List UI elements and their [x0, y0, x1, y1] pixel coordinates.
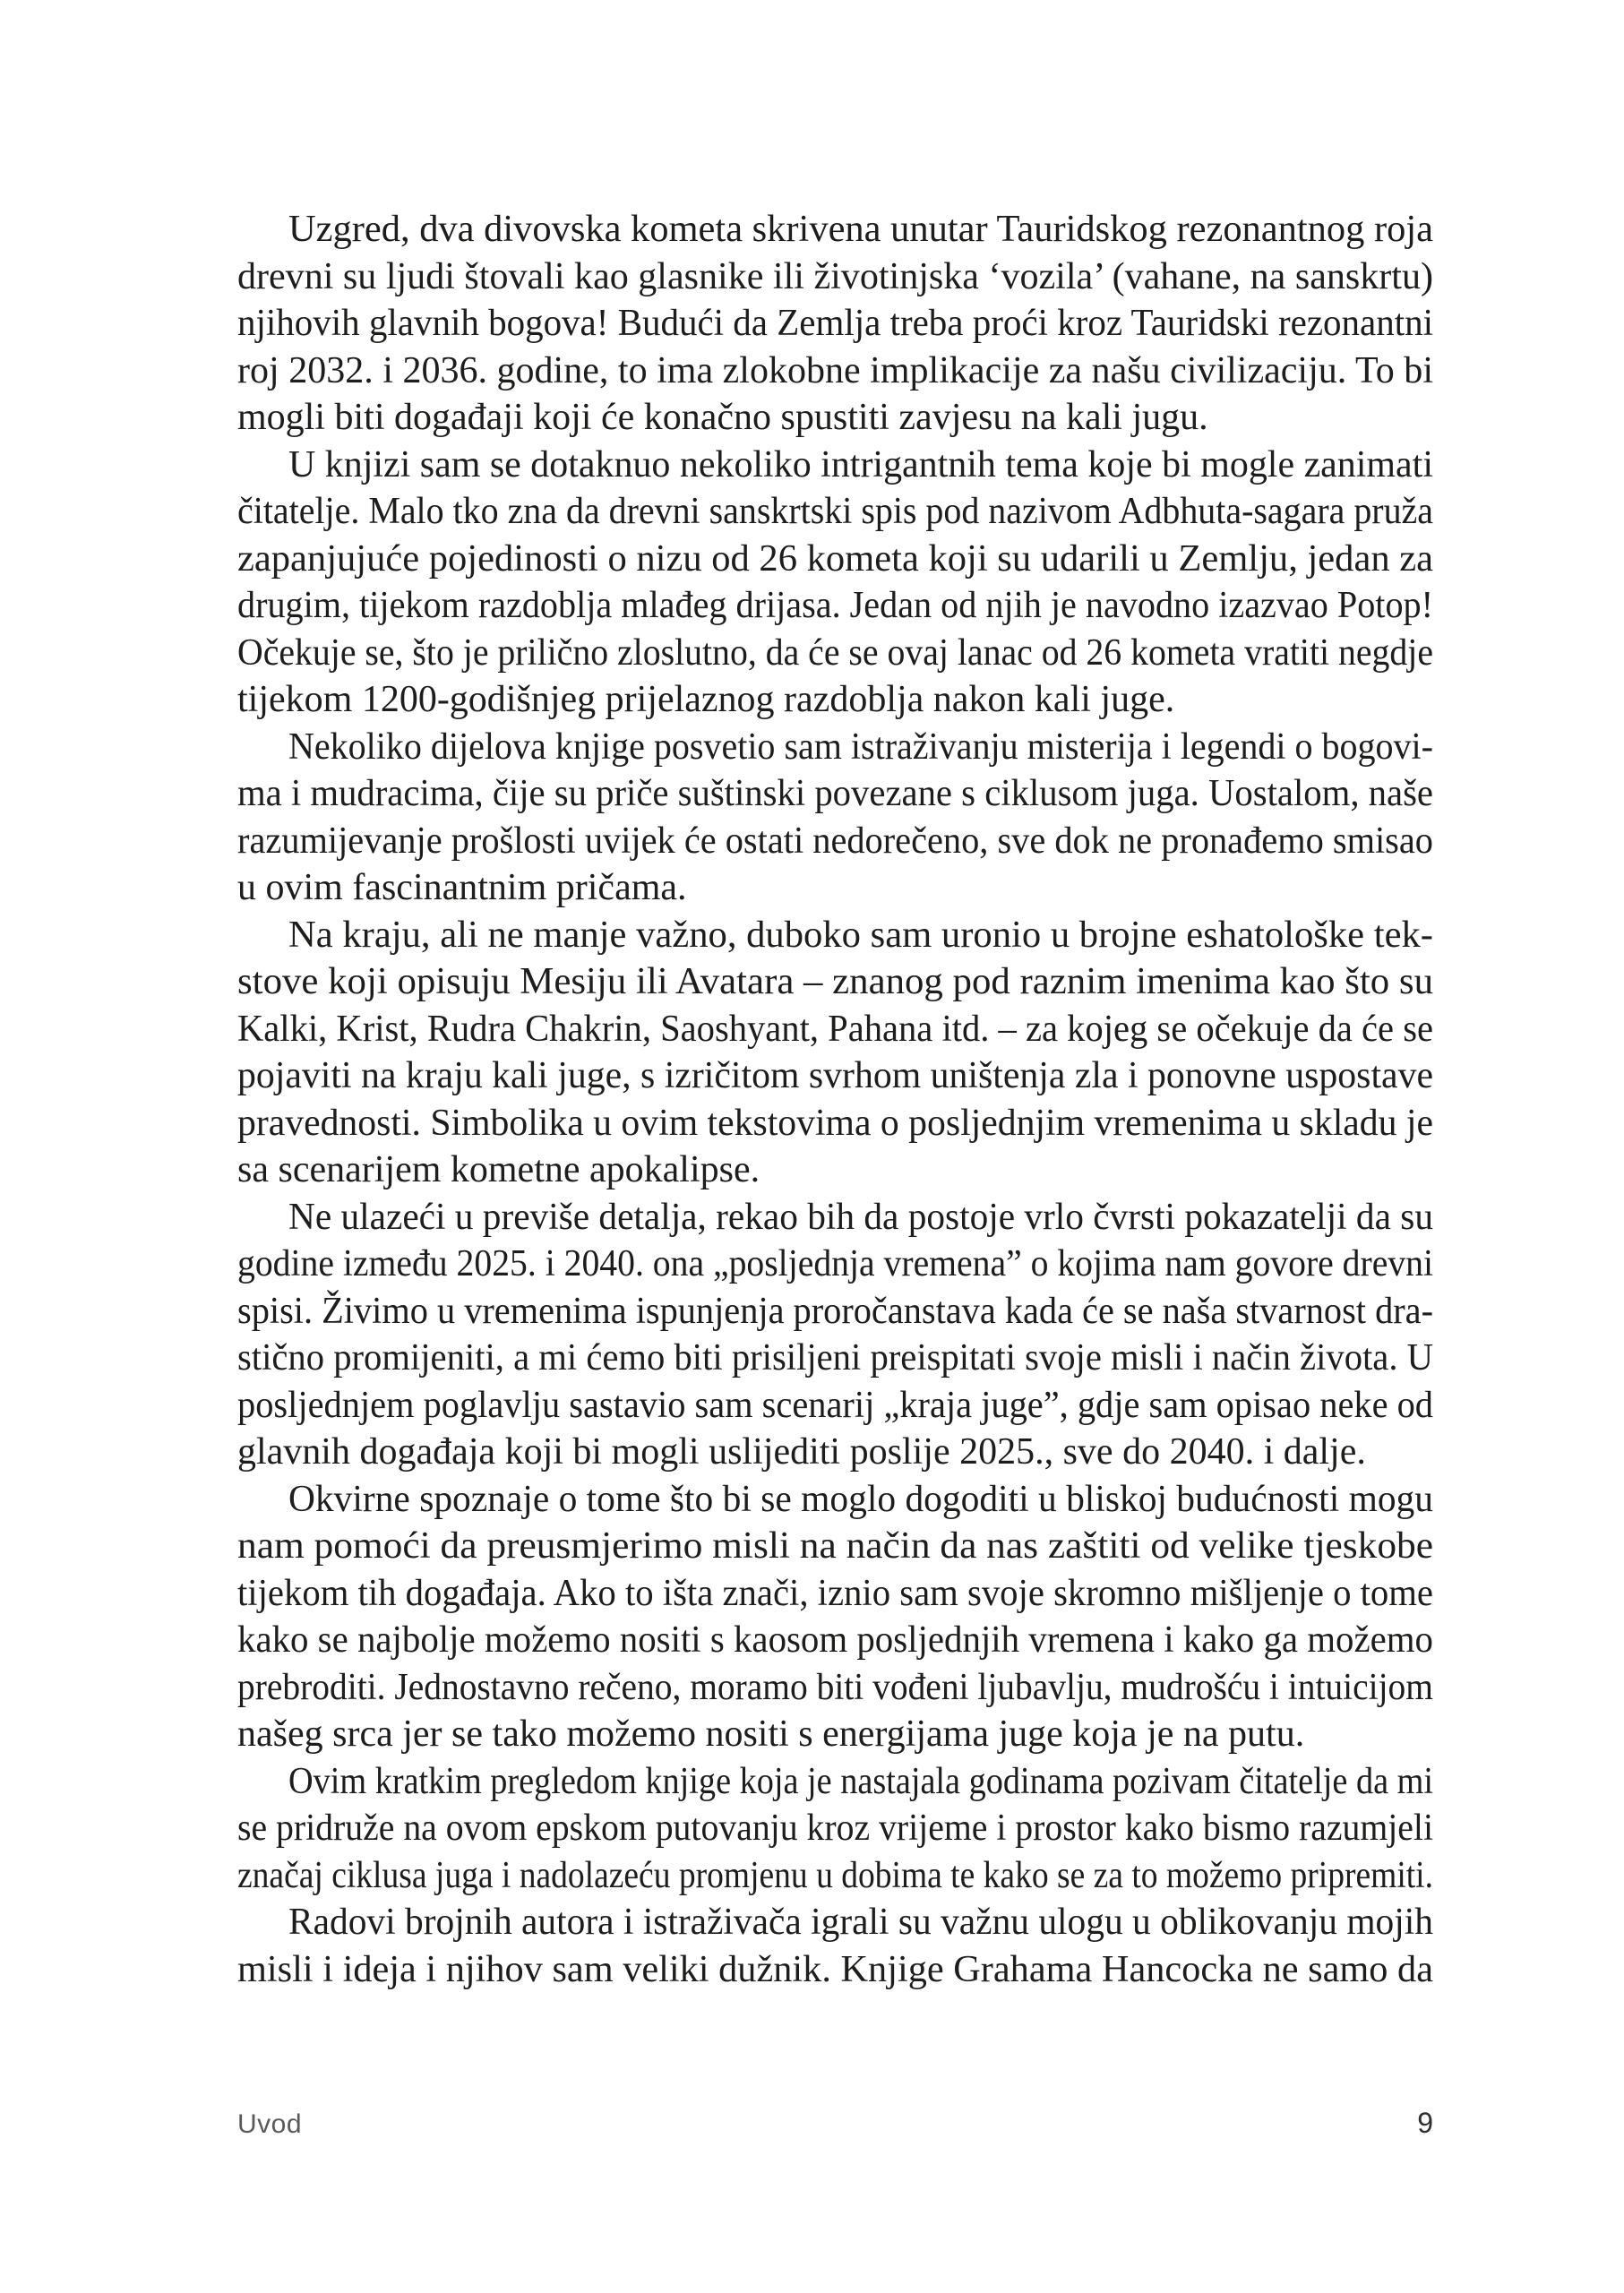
text-line: [237, 1006, 1433, 1053]
text-line: [237, 1852, 1433, 1900]
text-line: [237, 1711, 1433, 1758]
text-line: [237, 770, 1433, 818]
text-line: [237, 1335, 1433, 1382]
text-line-content: čitatelje. Malo tko zna da drevni sanskrtski spis pod nazivom Adbhuta-sagara pruža: [237, 491, 1433, 532]
text-line-content: misli i ideja i njihov sam veliki dužnik. Knjige Grahama Hancocka ne samo da: [237, 1948, 1433, 1990]
text-line: [237, 536, 1433, 583]
page-text: [237, 206, 1433, 1993]
text-line-content: Ovim kratkim pregledom knjige koja je nastajala godinama pozivam čitatelje da mi: [288, 1760, 1433, 1802]
text-line-content: Kalki, Krist, Rudra Chakrin, Saoshyant, Pahana itd. – za kojeg se očekuje da će se: [237, 1008, 1433, 1050]
text-line-content: U knjizi sam se dotaknuo nekoliko intrigantnih tema koje bi mogle zanimati: [288, 443, 1433, 485]
text-line-content: ma i mudracima, čije su priče suštinski povezane s ciklusom juga. Uostalom, naše: [237, 773, 1433, 814]
text-line: [237, 1476, 1433, 1524]
text-line: [237, 1052, 1433, 1100]
text-line-content: drugim, tijekom razdoblja mlađeg drijasa. Jedan od njih je navodno izazvao Potop!: [237, 585, 1433, 626]
text-line: [237, 1241, 1433, 1288]
text-line: [237, 206, 1433, 253]
text-line-content: Okvirne spoznaje o tome što bi se moglo dogoditi u bliskoj budućnosti mogu: [288, 1478, 1433, 1520]
text-line-content: sa scenarijem kometne apokalipse.: [237, 1149, 760, 1190]
text-line-content: pravednosti. Simbolika u ovim tekstovima o posljednjim vremenima u skladu je: [237, 1102, 1433, 1144]
text-line-content: posljednjem poglavlju sastavio sam scenarij „kraja juge”, gdje sam opisao neke od: [237, 1384, 1433, 1426]
text-line-content: tijekom 1200-godišnjeg prijelaznog razdoblja nakon kali juge.: [237, 679, 1175, 720]
text-line: [237, 1617, 1433, 1664]
text-line-content: pojaviti na kraju kali juge, s izričitom svrhom uništenja zla i ponovne uspostave: [237, 1055, 1433, 1096]
text-line-content: značaj ciklusa juga i nadolazeću promjenu u dobima te kako se za to možemo pripremiti.: [237, 1854, 1433, 1896]
text-line-content: godine između 2025. i 2040. ona „posljednja vremena” o kojima nam govore drevni: [237, 1243, 1433, 1284]
paragraph: [237, 1476, 1433, 1758]
text-line-content: zapanjujuće pojedinosti o nizu od 26 kometa koji su udarili u Zemlju, jedan za: [237, 537, 1433, 580]
page-footer: [237, 2107, 1433, 2140]
text-line-content: tijekom tih događaja. Ako to išta znači, iznio sam svoje skromno mišljenje o tome: [237, 1572, 1433, 1614]
text-line-content: glavnih događaja koji bi mogli uslijediti poslije 2025., sve do 2040. i dalje.: [237, 1431, 1366, 1473]
text-line: [237, 630, 1433, 677]
paragraph: [237, 1194, 1433, 1476]
text-line: [237, 1288, 1433, 1335]
paragraph: [237, 724, 1433, 912]
text-line: [237, 1805, 1433, 1852]
text-line: [237, 253, 1433, 301]
text-line-content: u ovim fascinantnim pričama.: [237, 867, 687, 908]
text-line-content: stove koji opisuju Mesiju ili Avatara – znanog pod raznim imenima kao što su: [237, 961, 1433, 1002]
text-line-content: drevni su ljudi štovali kao glasnike ili životinjska ‘vozila’ (vahane, na sanskrtu): [237, 255, 1433, 297]
text-line: [237, 676, 1433, 724]
text-line-content: njihovih glavnih bogova! Budući da Zemlja treba proći kroz Tauridski rezonantni: [237, 303, 1433, 344]
text-line: [237, 442, 1433, 489]
text-line: [237, 1523, 1433, 1570]
text-line-content: Ne ulazeći u previše detalja, rekao bih da postoje vrlo čvrsti pokazatelji da su: [288, 1196, 1433, 1238]
text-line: [237, 348, 1433, 395]
text-line-content: prebroditi. Jednostavno rečeno, moramo biti vođeni ljubavlju, mudrošću i intuicijom: [237, 1666, 1433, 1708]
footer-section-label: Uvod: [237, 2109, 303, 2139]
text-line: [237, 864, 1433, 912]
paragraph: [237, 912, 1433, 1194]
text-line: [237, 1100, 1433, 1147]
text-line: [237, 724, 1433, 771]
paragraph: [237, 1758, 1433, 1900]
text-line-content: kako se najbolje možemo nositi s kaosom posljednjih vremena i kako ga možemo: [237, 1619, 1433, 1661]
text-line-content: nam pomoći da preusmjerimo misli na način da nas zaštiti od velike tjeskobe: [237, 1525, 1433, 1567]
footer-page-number: 9: [1417, 2107, 1433, 2139]
text-line-content: našeg srca jer se tako možemo nositi s energijama juge koja je na putu.: [237, 1713, 1305, 1755]
text-line: [237, 300, 1433, 348]
text-line: [237, 1194, 1433, 1241]
text-line: [237, 1946, 1433, 1994]
text-line: [237, 1570, 1433, 1618]
paragraph: [237, 442, 1433, 724]
text-line-content: Radovi brojnih autora i istraživača igrali su važnu ulogu u oblikovanju mojih: [288, 1902, 1433, 1943]
text-line: [237, 1382, 1433, 1430]
text-line: [237, 1899, 1433, 1946]
text-line: [237, 1146, 1433, 1194]
text-line: [237, 488, 1433, 536]
text-line: [237, 912, 1433, 959]
text-line: [237, 1664, 1433, 1712]
text-line-content: Očekuje se, što je prilično zloslutno, da će se ovaj lanac od 26 kometa vratiti negdje: [237, 631, 1433, 674]
text-line-content: se pridruže na ovom epskom putovanju kroz vrijeme i prostor kako bismo razumjeli: [237, 1808, 1433, 1849]
text-line: [237, 394, 1433, 442]
text-line-content: Uzgred, dva divovska kometa skrivena unutar Tauridskog rezonantnog roja: [288, 209, 1433, 250]
text-line-content: roj 2032. i 2036. godine, to ima zlokobne implikacije za našu civilizaciju. To bi: [237, 349, 1433, 391]
text-line: [237, 582, 1433, 630]
text-line-content: stično promijeniti, a mi ćemo biti prisiljeni preispitati svoje misli i način života. U: [237, 1337, 1433, 1378]
text-line: [237, 818, 1433, 865]
text-line-content: mogli biti događaji koji će konačno spustiti zavjesu na kali jugu.: [237, 397, 1208, 438]
text-line: [237, 958, 1433, 1006]
text-line-content: Nekoliko dijelova knjige posvetio sam istraživanju misterija i legendi o bogovi-: [288, 726, 1433, 768]
paragraph: [237, 1899, 1433, 1993]
text-line-content: razumijevanje prošlosti uvijek će ostati nedorečeno, sve dok ne pronađemo smisao: [237, 820, 1433, 862]
text-line-content: Na kraju, ali ne manje važno, duboko sam uronio u brojne eshatološke tek-: [288, 914, 1433, 956]
text-line: [237, 1758, 1433, 1806]
text-line-content: spisi. Živimo u vremenima ispunjenja proročanstava kada će se naša stvarnost dra-: [237, 1290, 1433, 1332]
paragraph: [237, 206, 1433, 442]
text-line: [237, 1429, 1433, 1476]
